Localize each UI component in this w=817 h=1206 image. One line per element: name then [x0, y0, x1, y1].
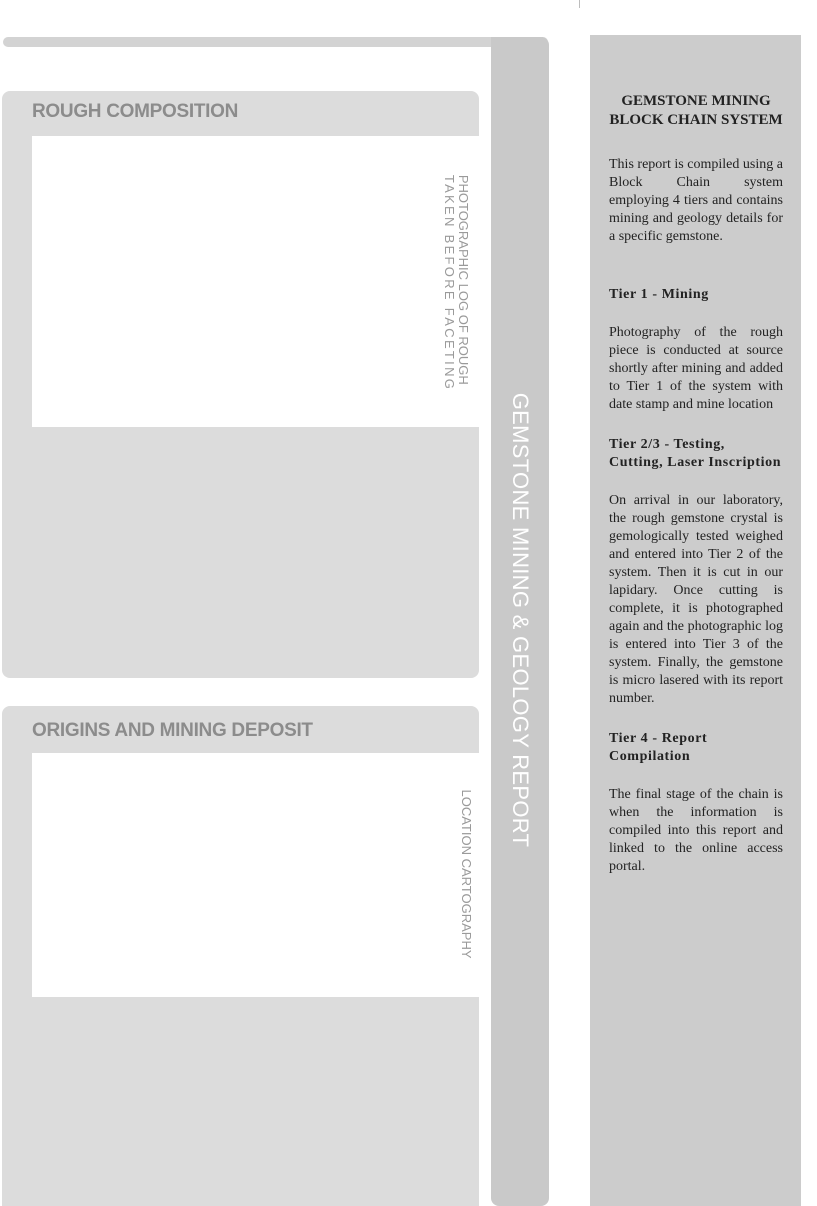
tier-1-heading: Tier 1 - Mining: [609, 287, 709, 302]
origins-title: ORIGINS AND MINING DEPOSIT: [32, 720, 313, 741]
sidebar-intro: This report is compiled using a Block Chain system employing 4 tiers and contains mining and geology details for a specific gemstone.: [609, 157, 783, 244]
vertical-banner-text: GEMSTONE MINING & GEOLOGY REPORT: [508, 392, 533, 848]
rough-photo-label-line2: TAKEN BEFORE FACETING: [442, 174, 457, 392]
tier-2-3-body: On arrival in our laboratory, the rough gemstone crystal is gemologically tested weighed and entered into Tier 2 of the system. Then it is cut in our lapidary. Once cutting is complete, it is photographed again and the photographic log is entered into Tier 3 of the system. Finally, the gemstone is micro lasered with its report number.: [609, 493, 783, 706]
top-divider-tick: [579, 0, 580, 8]
rough-composition-title: ROUGH COMPOSITION: [32, 101, 239, 122]
tier-1-body: Photography of the rough piece is conducted at source shortly after mining and added to Tier 1 of the system with date stamp and mine location: [609, 325, 783, 412]
top-decorative-bar: [3, 37, 548, 47]
tier-4-heading: Tier 4 - Report Compilation: [609, 731, 708, 764]
sidebar-content: [609, 92, 783, 876]
rough-photo-label-line1: PHOTOGRAPHIC LOG OF ROUGH: [456, 174, 471, 385]
sidebar-title: GEMSTONE MINING BLOCK CHAIN SYSTEM: [609, 93, 783, 128]
location-map-area: [32, 753, 479, 997]
tier-2-3-heading: Tier 2/3 - Testing, Cutting, Laser Inscription: [609, 437, 782, 470]
rough-photo-label: [442, 175, 470, 391]
rough-photo-area: [32, 136, 479, 427]
tier-4-body: The final stage of the chain is when the information is compiled into this report and linked to the online access portal.: [609, 787, 783, 874]
location-map-label: LOCATION CARTOGRAPHY: [459, 789, 474, 959]
